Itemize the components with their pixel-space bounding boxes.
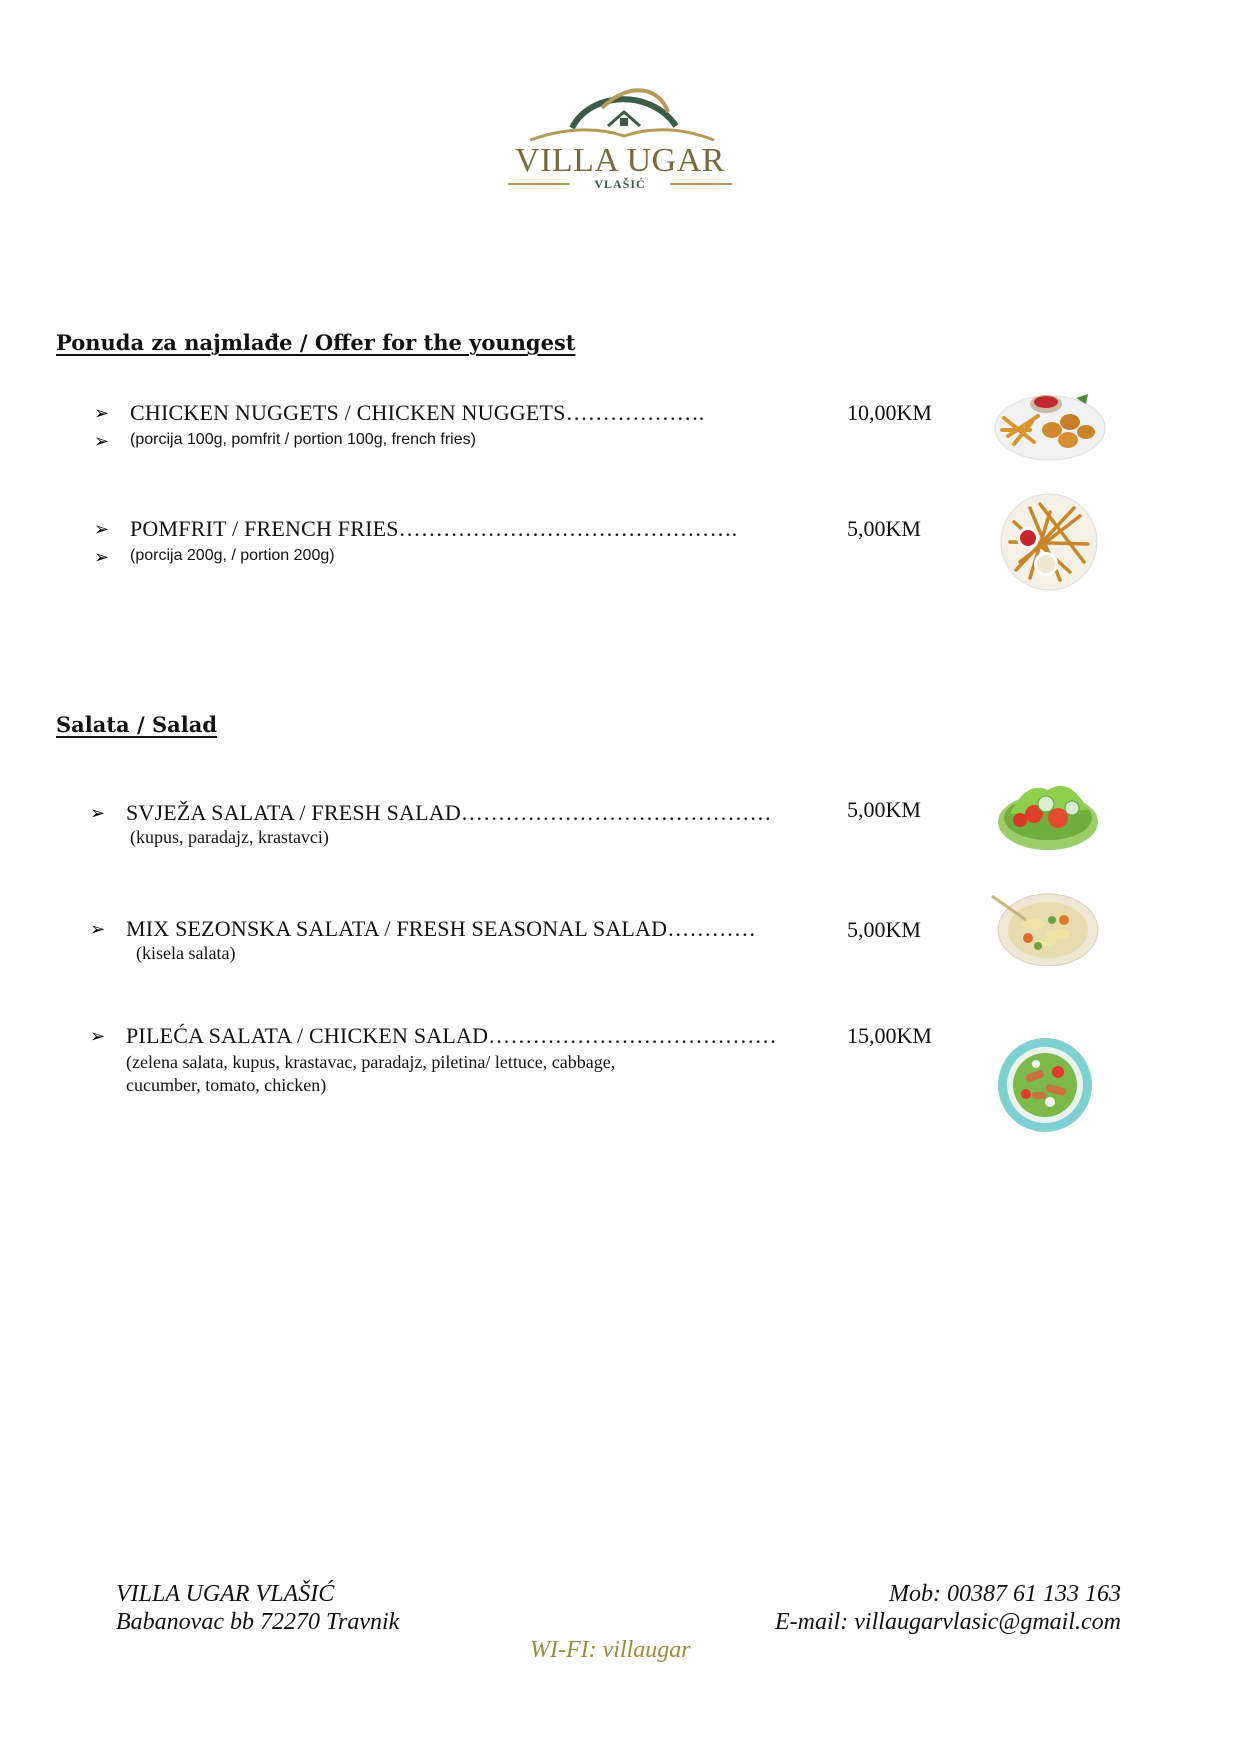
logo-subtitle: VLAŠIĆ bbox=[594, 177, 646, 191]
footer-email: E-mail: villaugarvlasic@gmail.com bbox=[774, 1609, 1121, 1635]
item-description-line2: cucumber, tomato, chicken) bbox=[126, 1075, 327, 1095]
item-description: (porcija 100g, pomfrit / portion 100g, french fries) bbox=[130, 431, 476, 448]
item-price: 5,00KM bbox=[847, 917, 921, 942]
item-name: POMFRIT / FRENCH FRIES………………………………………. bbox=[130, 516, 738, 541]
chicken-salad-plate-icon bbox=[996, 1036, 1094, 1134]
chicken-nuggets-plate-icon bbox=[992, 386, 1108, 462]
section-title-youngest: Ponuda za najmlađe / Offer for the youngest bbox=[56, 330, 576, 355]
arrow-bullet-icon: ➢ bbox=[94, 403, 110, 424]
item-price: 10,00KM bbox=[847, 400, 932, 425]
villa-ugar-logo bbox=[500, 78, 740, 190]
footer-wifi: WI-FI: villaugar bbox=[530, 1637, 691, 1663]
section-title-salad: Salata / Salad bbox=[56, 712, 217, 737]
arrow-bullet-icon: ➢ bbox=[94, 519, 110, 540]
item-description-line1: (zelena salata, kupus, krastavac, paradajz, piletina/ lettuce, cabbage, bbox=[126, 1052, 616, 1072]
item-price: 5,00KM bbox=[847, 797, 921, 822]
footer-villa-name: VILLA UGAR VLAŠIĆ bbox=[116, 1581, 335, 1607]
arrow-bullet-icon: ➢ bbox=[90, 803, 106, 824]
arrow-bullet-icon: ➢ bbox=[90, 1026, 106, 1047]
fresh-salad-bowl-icon bbox=[996, 770, 1100, 854]
item-name: MIX SEZONSKA SALATA / FRESH SEASONAL SALAD………… bbox=[126, 916, 757, 941]
french-fries-plate-icon bbox=[1000, 492, 1098, 592]
seasonal-salad-bowl-icon bbox=[988, 890, 1100, 966]
logo-rule-right bbox=[670, 183, 732, 185]
arrow-bullet-icon: ➢ bbox=[94, 547, 110, 568]
item-name: SVJEŽA SALATA / FRESH SALAD…………………………………… bbox=[126, 800, 772, 825]
item-price: 5,00KM bbox=[847, 516, 921, 541]
item-name: CHICKEN NUGGETS / CHICKEN NUGGETS………………. bbox=[130, 400, 705, 425]
item-description: (kupus, paradajz, krastavci) bbox=[130, 827, 329, 847]
arrow-bullet-icon: ➢ bbox=[94, 431, 110, 452]
item-description: (kisela salata) bbox=[136, 943, 236, 963]
footer-mobile: Mob: 00387 61 133 163 bbox=[889, 1581, 1121, 1607]
item-description: (porcija 200g, / portion 200g) bbox=[130, 547, 335, 564]
footer-address: Babanovac bb 72270 Travnik bbox=[116, 1609, 400, 1635]
logo-name: VILLA UGAR bbox=[515, 142, 725, 179]
item-price: 15,00KM bbox=[847, 1023, 932, 1048]
arrow-bullet-icon: ➢ bbox=[90, 919, 106, 940]
item-name: PILEĆA SALATA / CHICKEN SALAD………………………………… bbox=[126, 1023, 777, 1048]
roof-emblem-icon bbox=[500, 78, 740, 148]
